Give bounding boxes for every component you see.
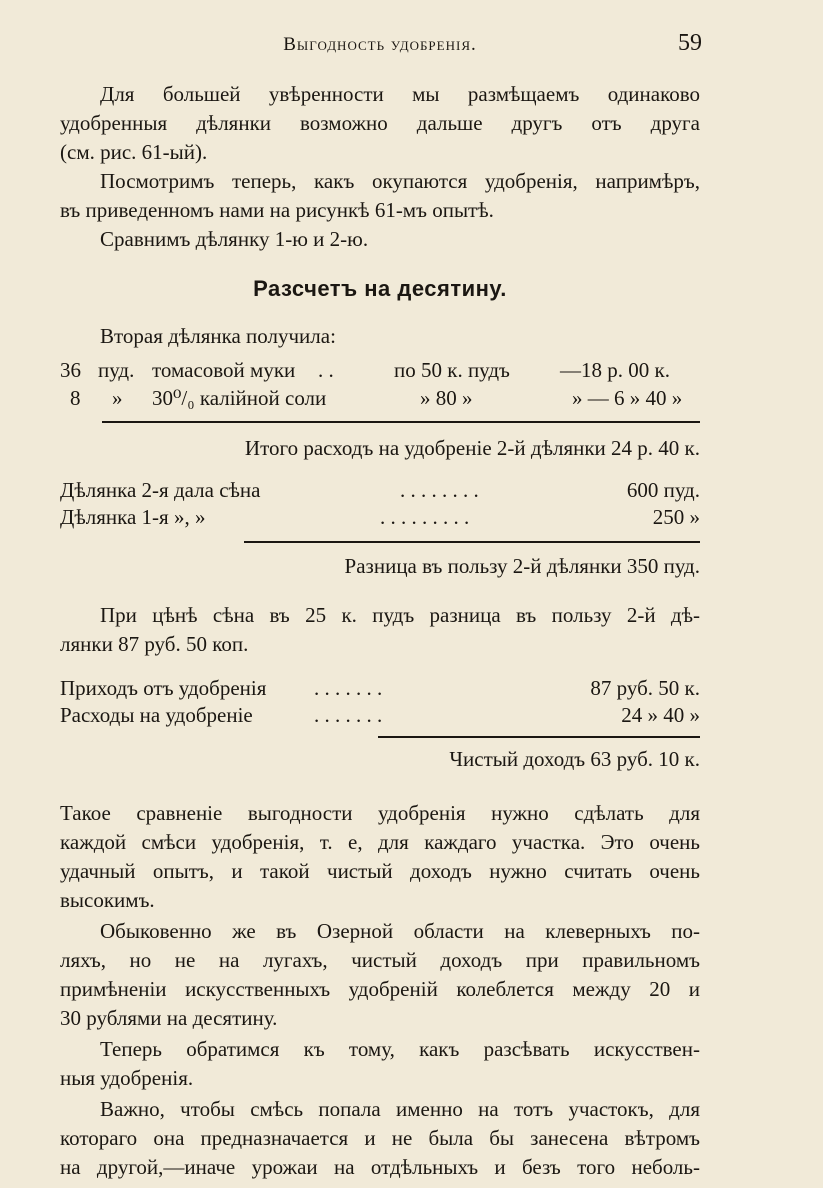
section-heading: Разсчетъ на десятину. [253, 276, 507, 301]
row-value: 250 » [652, 505, 700, 529]
paragraph-line: Для большей увѣренности мы размѣщаемъ одинаково [100, 82, 700, 106]
paragraph-line: Обыковенно же въ Озерной области на клеверныхъ по- [100, 919, 700, 943]
paragraph-line: Посмотримъ теперь, какъ окупаются удобренiя, напримѣръ, [100, 169, 700, 193]
leader-dots: . . . . . . . . . [380, 505, 470, 529]
unit: » [112, 386, 123, 410]
sum-rule [244, 541, 700, 543]
paragraph-line: Теперь обратимся къ тому, какъ разсѣвать искусствен- [100, 1037, 700, 1061]
hay-row [60, 505, 700, 534]
row-value: 24 » 40 » [621, 703, 700, 727]
paragraph-line: ляхъ, но не на лугахъ, чистый доходъ при правильномъ [60, 948, 700, 972]
row-label: Расходы на удобренiе [60, 703, 253, 727]
item-name: томасовой муки [152, 358, 296, 382]
income-row [60, 703, 700, 732]
hay-row [60, 478, 700, 507]
item-name: 30⁰/₀ калiйной соли [152, 386, 327, 410]
paragraph-line: котораго она предназначается и не была бы занесена вѣтромъ [60, 1126, 700, 1150]
unit: пуд. [98, 358, 135, 382]
paragraph-line: удачный опытъ, и такой чистый доходъ нужно считать очень [60, 859, 700, 883]
net-income-line: Чистый доходъ 63 руб. 10 к. [449, 747, 700, 771]
leader-dots: . . . . . . . [314, 703, 383, 727]
running-header [60, 28, 700, 62]
leader-dots: . . . . . . . [314, 676, 383, 700]
leader-dots: . . [318, 358, 334, 382]
page-number: 59 [678, 30, 702, 56]
item-sum: —18 р. 00 к. [560, 358, 670, 382]
item-sum: » — 6 » 40 » [572, 386, 683, 410]
total-expense: Итого расходъ на удобренiе 2-й дѣлянки 24 р. 40 к. [244, 436, 700, 460]
difference-line: Разница въ пользу 2-й дѣлянки 350 пуд. [344, 554, 700, 578]
qty: 8 [70, 386, 81, 410]
paragraph-line: на другой,—иначе урожаи на отдѣльныхъ и безъ того неболь- [60, 1155, 700, 1179]
income-row [60, 676, 700, 705]
row-label: Приходъ отъ удобренiя [60, 676, 267, 700]
paragraph-line: удобренныя дѣлянки возможно дальше другъ отъ друга [60, 111, 700, 135]
row-label: Дѣлянка 1-я », » [60, 505, 206, 529]
row-value: 600 пуд. [626, 478, 700, 502]
paragraph-line: При цѣнѣ сѣна въ 25 к. пудъ разница въ пользу 2-й дѣ- [100, 603, 700, 627]
row-value: 87 руб. 50 к. [590, 676, 700, 700]
paragraph-line: высокимъ. [60, 888, 155, 912]
leader-dots: . . . . . . . . [400, 478, 479, 502]
unit-price: по 50 к. пудъ [394, 358, 510, 382]
paragraph-line: Такое сравненiе выгодности удобренiя нужно сдѣлать для [60, 801, 700, 825]
paragraph-line: примѣненiи искусственныхъ удобренiй колеблется между 20 и [60, 977, 700, 1001]
paragraph-line: ныя удобренiя. [60, 1066, 194, 1090]
fertilizer-row [60, 358, 700, 387]
qty: 36 [60, 358, 81, 382]
paragraph-line: 30 рублями на десятину. [60, 1006, 278, 1030]
sum-rule [102, 421, 700, 423]
fertilizer-row [60, 386, 700, 415]
paragraph-line: лянки 87 руб. 50 коп. [60, 632, 249, 656]
sum-rule [378, 736, 700, 738]
paragraph-line: въ приведенномъ нами на рисункѣ 61-мъ опытѣ. [60, 198, 494, 222]
unit-price: » 80 » [420, 386, 473, 410]
row-label: Дѣлянка 2-я дала сѣна [60, 478, 261, 502]
paragraph-line: (см. рис. 61-ый). [60, 140, 208, 164]
paragraph-line: Сравнимъ дѣлянку 1-ю и 2-ю. [100, 227, 369, 251]
running-title: Выгодность удобренiя. [283, 34, 477, 55]
table-intro: Вторая дѣлянка получила: [100, 324, 336, 348]
paragraph-line: Важно, чтобы смѣсь попала именно на тотъ участокъ, для [100, 1097, 700, 1121]
paragraph-line: каждой смѣси удобренiя, т. е, для каждаго участка. Это очень [60, 830, 700, 854]
